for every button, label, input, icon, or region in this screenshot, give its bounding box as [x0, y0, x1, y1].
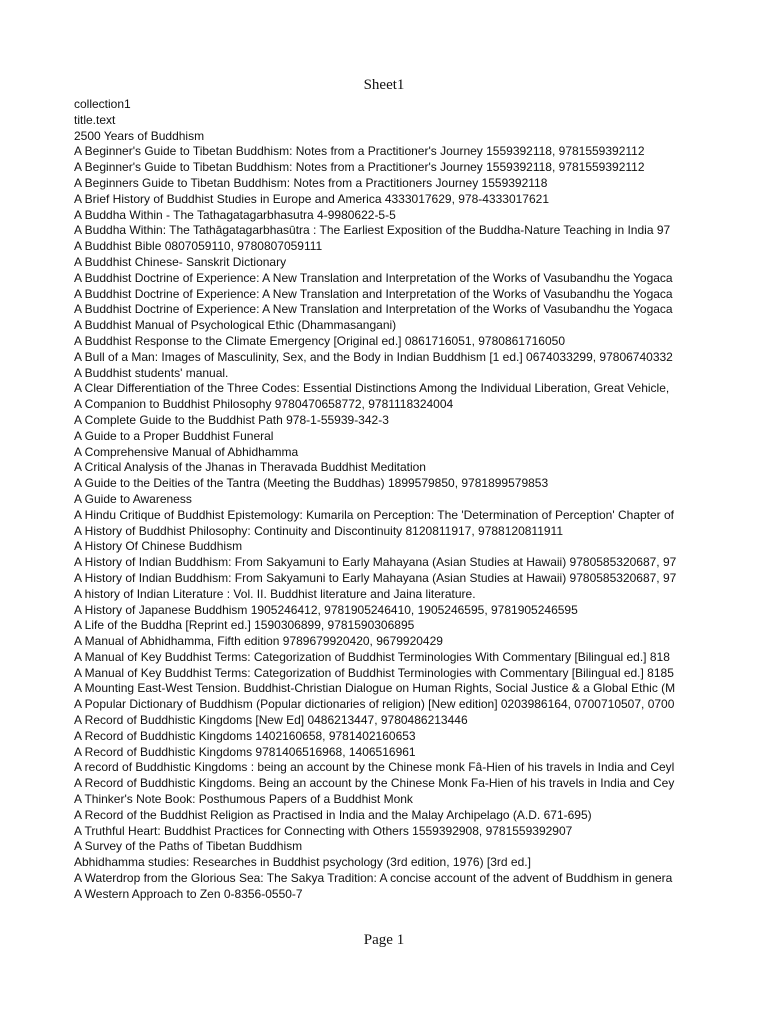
header-row: title.text [74, 112, 116, 127]
list-item: A Buddha Within: The Tathāgatagarbhasūtra : The Earliest Exposition of the Buddha-Nature Teaching in India 97 [74, 223, 671, 238]
list-item: A Buddhist Bible 0807059110, 9780807059111 [74, 239, 323, 254]
list-item: A Mounting East-West Tension. Buddhist-Christian Dialogue on Human Rights, Social Justice & a Global Ethic (M [74, 681, 676, 696]
list-item: A History of Japanese Buddhism 1905246412, 9781905246410, 1905246595, 9781905246595 [74, 602, 578, 617]
list-item: A Buddhist Chinese- Sanskrit Dictionary [74, 254, 287, 269]
list-item: A Companion to Buddhist Philosophy 9780470658772, 9781118324004 [74, 397, 454, 412]
list-item: 2500 Years of Buddhism [74, 128, 205, 143]
list-item: A Guide to Awareness [74, 491, 192, 506]
list-item: A record of Buddhistic Kingdoms : being an account by the Chinese monk Fâ-Hien of his travels in India and Ceyl [74, 760, 675, 775]
list-item: A Manual of Key Buddhist Terms: Categorization of Buddhist Terminologies With Commentary [Bilingual ed.] 818 [74, 649, 670, 664]
list-item: A Thinker's Note Book: Posthumous Papers of a Buddhist Monk [74, 792, 413, 807]
list-item: A history of Indian Literature : Vol. II. Buddhist literature and Jaina literature. [74, 586, 476, 601]
list-item: A Record of Buddhistic Kingdoms [New Ed] 0486213447, 9780486213446 [74, 713, 468, 728]
list-item: A Guide to a Proper Buddhist Funeral [74, 428, 274, 443]
list-item: A Record of Buddhistic Kingdoms 1402160658, 9781402160653 [74, 728, 416, 743]
list-item: A Buddhist Manual of Psychological Ethic (Dhammasangani) [74, 318, 397, 333]
list-item: A History of Indian Buddhism: From Sakyamuni to Early Mahayana (Asian Studies at Hawaii) 9780585320687, 97 [74, 570, 677, 585]
list-item: A Guide to the Deities of the Tantra (Meeting the Buddhas) 1899579850, 9781899579853 [74, 476, 549, 491]
list-item: A Buddha Within - The Tathagatagarbhasutra 4-9980622-5-5 [74, 207, 396, 222]
list-item: A Comprehensive Manual of Abhidhamma [74, 444, 299, 459]
list-item: A Complete Guide to the Buddhist Path 978-1-55939-342-3 [74, 412, 389, 427]
list-item: A Critical Analysis of the Jhanas in Theravada Buddhist Meditation [74, 460, 426, 475]
list-item: A History Of Chinese Buddhism [74, 539, 243, 554]
list-item: A Hindu Critique of Buddhist Epistemology: Kumarila on Perception: The 'Determination of Perception' Chapter of [74, 507, 675, 522]
list-item: A Record of the Buddhist Religion as Practised in India and the Malay Archipelago (A.D. 671-695) [74, 807, 592, 822]
list-item: A Survey of the Paths of Tibetan Buddhism [74, 839, 303, 854]
title-list [74, 97, 698, 913]
list-item: A Popular Dictionary of Buddhism (Popular dictionaries of religion) [New edition] 0203986164, 0700710507, 0700 [74, 697, 675, 712]
list-item: A Manual of Key Buddhist Terms: Categorization of Buddhist Terminologies with Commentary [Bilingual ed.] 8185 [74, 665, 674, 680]
list-item: A Truthful Heart: Buddhist Practices for Connecting with Others 1559392908, 9781559392907 [74, 823, 573, 838]
list-item: A Beginner's Guide to Tibetan Buddhism: Notes from a Practitioner's Journey 1559392118, 9781559392112 [74, 144, 645, 159]
list-item: A Western Approach to Zen 0-8356-0550-7 [74, 886, 303, 901]
list-item: A Buddhist Doctrine of Experience: A New Translation and Interpretation of the Works of Vasubandhu the Yogaca [74, 286, 673, 301]
list-item: A Manual of Abhidhamma, Fifth edition 9789679920420, 9679920429 [74, 634, 443, 649]
header-row: collection1 [74, 97, 131, 111]
list-item: A Buddhist Response to the Climate Emergency [Original ed.] 0861716051, 9780861716050 [74, 333, 566, 348]
list-item: A Clear Differentiation of the Three Codes: Essential Distinctions Among the Individual Liberation, Great Vehicle, [74, 381, 670, 396]
list-item: A Waterdrop from the Glorious Sea: The Sakya Tradition: A concise account of the advent of Buddhism in genera [74, 871, 673, 886]
list-item: A Beginner's Guide to Tibetan Buddhism: Notes from a Practitioner's Journey 1559392118, 9781559392112 [74, 160, 645, 175]
list-item: A Beginners Guide to Tibetan Buddhism: Notes from a Practitioners Journey 1559392118 [74, 175, 548, 190]
list-item: A Buddhist Doctrine of Experience: A New Translation and Interpretation of the Works of Vasubandhu the Yogaca [74, 302, 673, 317]
list-item: A Buddhist students' manual. [74, 365, 229, 380]
list-item: A Life of the Buddha [Reprint ed.] 1590306899, 9781590306895 [74, 618, 415, 633]
list-item: A Buddhist Doctrine of Experience: A New Translation and Interpretation of the Works of Vasubandhu the Yogaca [74, 270, 673, 285]
list-item: A History of Buddhist Philosophy: Continuity and Discontinuity 8120811917, 9788120811911 [74, 523, 563, 538]
page-number: Page 1 [363, 932, 405, 948]
list-item: Abhidhamma studies: Researches in Buddhist psychology (3rd edition, 1976) [3rd ed.] [74, 855, 531, 870]
sheet-title: Sheet1 [363, 77, 405, 93]
list-item: A Bull of a Man: Images of Masculinity, Sex, and the Body in Indian Buddhism [1 ed.] 0674033299, 97806740332 [74, 349, 673, 364]
list-item: A Record of Buddhistic Kingdoms. Being an account by the Chinese Monk Fa-Hien of his travels in India and Cey [74, 776, 675, 791]
list-item: A Record of Buddhistic Kingdoms 9781406516968, 1406516961 [74, 744, 416, 759]
list-item: A History of Indian Buddhism: From Sakyamuni to Early Mahayana (Asian Studies at Hawaii) 9780585320687, 97 [74, 555, 677, 570]
list-item: A Brief History of Buddhist Studies in Europe and America 4333017629, 978-4333017621 [74, 191, 549, 206]
